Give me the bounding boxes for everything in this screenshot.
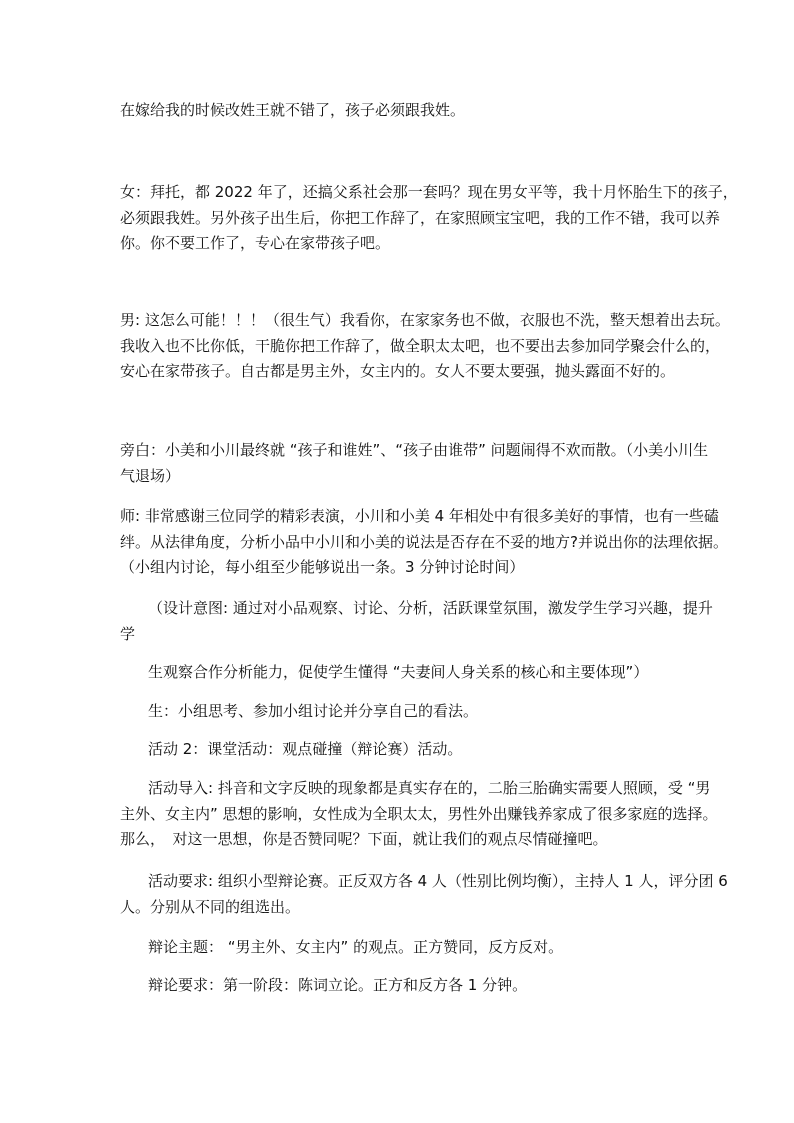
text-line: 在嫁给我的时候改姓王就不错了，孩子必须跟我姓。 <box>120 101 466 119</box>
text-line: 你。你不要工作了，专心在家带孩子吧。 <box>120 234 391 252</box>
paragraph-activity-2 <box>148 737 690 763</box>
text-line: 人。分别从不同的组选出。 <box>120 897 301 916</box>
text-line: 男: 这怎么可能！！！（很生气）我看你，在家家务也不做，衣服也不洗，整天想着出去玩。 <box>120 311 730 329</box>
paragraph-narration <box>120 438 709 489</box>
text-line: 女：拜托，都 2022 年了，还搞父系社会那一套吗？现在男女平等，我十月怀胎生下的孩子， <box>120 183 738 201</box>
text-line: 主外、女主内” 思想的影响，女性成为全职太太，男性外出赚钱养家成了很多家庭的选择。 <box>120 804 718 823</box>
text-line: 我收入也不比你低，干脆你把工作辞了，做全职太太吧，也不要出去参加同学聚会什么的， <box>120 336 721 355</box>
text-line: （设计意图: 通过对小品观察、讨论、分析，活跃课堂氛围，激发学生学习兴趣，提升 <box>148 599 713 617</box>
paragraph-intro <box>120 98 690 124</box>
paragraph-debate-topic <box>148 935 690 961</box>
text-line: 绊。从法律角度，分析小品中小川和小美的说法是否存在不妥的地方?并说出你的法理依据。 <box>120 532 728 551</box>
paragraph-male-dialogue <box>120 308 730 385</box>
text-line: 师: 非常感谢三位同学的精彩表演，小川和小美 4 年相处中有很多美好的事情，也有一些磕 <box>120 507 719 525</box>
text-line: 气退场） <box>120 466 181 485</box>
paragraph-activity-requirements <box>120 869 728 920</box>
paragraph-teacher <box>120 504 728 581</box>
text-line: 必须跟我姓。另外孩子出生后，你把工作辞了，在家照顾宝宝吧，我的工作不错，我可以养 <box>120 208 721 227</box>
text-line: 旁白：小美和小川最终就 “孩子和谁姓”、“孩子由谁带” 问题闹得不欢而散。（小美小川生 <box>120 441 709 459</box>
text-line: 安心在家带孩子。自古都是男主外，女主内的。女人不要太要强，抛头露面不好的。 <box>120 362 676 380</box>
paragraph-design-intent-cont <box>148 660 690 686</box>
text-line: （小组内讨论，每小组至少能够说出一条。3 分钟讨论时间） <box>120 558 525 576</box>
text-line: 活动要求: 组织小型辩论赛。正反双方各 4 人（性别比例均衡），主持人 1 人，评分团 6 <box>148 872 728 890</box>
text-line: 活动导入: 抖音和文字反映的现象都是真实存在的，二胎三胎确实需要人照顾，受 “男 <box>148 779 711 797</box>
text-line: 辩论要求：第一阶段：陈词立论。正方和反方各 1 分钟。 <box>148 976 528 994</box>
text-line: 辩论主题： “男主外、女主内” 的观点。正方赞同，反方反对。 <box>148 938 564 956</box>
text-line: 那么， 对这一思想，你是否赞同呢？下面，就让我们的观点尽情碰撞吧。 <box>120 830 608 848</box>
paragraph-student <box>148 699 690 725</box>
text-line: 生观察合作分析能力，促使学生懂得 “夫妻间人身关系的核心和主要体现”） <box>148 663 649 681</box>
text-line: 生：小组思考、参加小组讨论并分享自己的看法。 <box>148 702 479 720</box>
paragraph-debate-requirements <box>148 973 690 999</box>
text-line: 学 <box>120 624 136 643</box>
paragraph-design-intent <box>120 596 713 647</box>
paragraph-female-dialogue <box>120 180 738 257</box>
paragraph-activity-intro <box>120 776 718 853</box>
text-line: 活动 2：课堂活动：观点碰撞（辩论赛）活动。 <box>148 740 463 758</box>
